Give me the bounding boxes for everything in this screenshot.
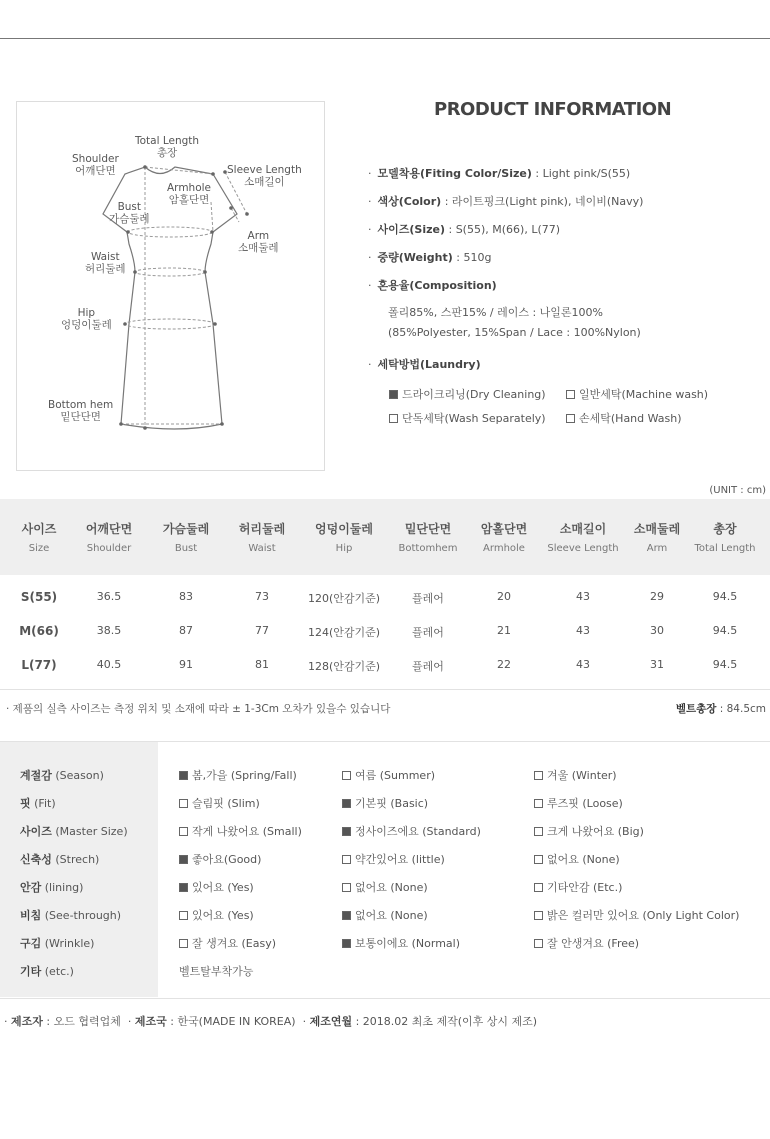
attribute-label-en: (Wrinkle): [44, 937, 95, 950]
attribute-label-ko: 사이즈: [20, 825, 52, 838]
size-cell: 43: [576, 590, 590, 603]
checkbox-icon: [342, 939, 351, 948]
attribute-option: [179, 823, 302, 839]
checkbox-icon: [389, 390, 398, 399]
size-cell: 29: [650, 590, 664, 603]
size-cell: 124(안감기준): [307, 626, 381, 639]
size-note: · 제품의 실측 사이즈는 측정 위치 및 소재에 따라 ± 1-3Cm 오차가 있을수 있습니다: [6, 703, 391, 715]
attribute-option-label: 여름 (Summer): [355, 769, 436, 782]
attribute-option: [179, 935, 276, 951]
checkbox-icon: [179, 855, 188, 864]
label-waist: Waist 허리둘레: [85, 251, 126, 275]
checkbox-icon: [342, 771, 351, 780]
label-arm: Arm 소매둘레: [238, 230, 279, 254]
size-cell: 22: [497, 658, 511, 671]
attribute-etc-text: 벨트탈부착가능: [179, 965, 254, 978]
size-cell: 94.5: [712, 658, 738, 671]
checkbox-icon: [534, 855, 543, 864]
label-bust: Bust 가슴둘레: [109, 201, 150, 225]
size-cell: 91: [179, 658, 193, 671]
manufacture-info: · 제조자 : 오드 협력업체 · 제조국 : 한국(MADE IN KOREA) · 제조연월 : 2018.02 최초 제작(이후 상시 제조): [4, 1015, 538, 1028]
laundry-dry-cleaning: 드라이크리닝(Dry Cleaning): [389, 386, 546, 402]
size-cell: 30: [650, 624, 664, 637]
laundry-wash-separately: 단독세탁(Wash Separately): [389, 410, 546, 426]
checkbox-icon: [342, 911, 351, 920]
size-row-label: S(55): [20, 590, 58, 604]
attribute-option-label: 좋아요(Good): [192, 853, 262, 866]
spec-laundry: · 세탁방법(Laundry): [368, 358, 481, 371]
attribute-label: [20, 823, 128, 839]
spec-weight: · 중량(Weight) : 510g: [368, 251, 492, 264]
laundry-machine-wash: 일반세탁(Machine wash): [566, 386, 708, 402]
attribute-label-ko: 신축성: [20, 853, 52, 866]
attribute-label-en: (Season): [55, 769, 104, 782]
spec-composition: · 혼용율(Composition): [368, 279, 497, 292]
size-header-ko: 가슴둘레: [162, 522, 210, 536]
size-header-en: Shoulder: [86, 543, 132, 554]
size-header-cell: [299, 520, 389, 554]
attribute-option: [342, 851, 445, 867]
checkbox-icon: [534, 939, 543, 948]
checkbox-icon: [342, 827, 351, 836]
spec-color: · 색상(Color) : 라이트핑크(Light pink), 네이비(Navy): [368, 195, 644, 208]
label-hip: Hip 엉덩이둘레: [61, 307, 112, 331]
size-header-cell: [680, 520, 770, 554]
size-cell: 31: [650, 658, 664, 671]
size-cell: 73: [255, 590, 269, 603]
attribute-label: [20, 851, 99, 867]
attribute-option-label: 약간있어요 (little): [355, 853, 445, 866]
size-header-en: Bottomhem: [398, 543, 458, 554]
label-total-length: Total Length 총장: [135, 135, 200, 159]
attribute-option: [179, 767, 297, 783]
label-armhole: Armhole 암홀단면: [167, 182, 211, 206]
unit-label: (UNIT : cm): [709, 485, 766, 496]
attribute-option-label: 없어요 (None): [355, 909, 428, 922]
size-cell: 94.5: [712, 590, 738, 603]
attribute-option-label: 없어요 (None): [355, 881, 428, 894]
checkbox-icon: [342, 799, 351, 808]
checkbox-icon: [179, 883, 188, 892]
attribute-option: [342, 907, 428, 923]
attribute-label-ko: 계절감: [20, 769, 52, 782]
size-header-ko: 소매길이: [559, 522, 607, 536]
size-row-label: M(66): [19, 624, 59, 638]
attribute-option: [179, 907, 254, 923]
size-header-en: Waist: [248, 543, 276, 554]
attribute-option-label: 슬림핏 (Slim): [192, 797, 260, 810]
attribute-option-label: 루즈핏 (Loose): [547, 797, 623, 810]
size-header-ko: 허리둘레: [238, 522, 286, 536]
size-row-label: L(77): [21, 658, 57, 672]
attribute-option: [534, 851, 620, 867]
size-header-ko: 총장: [713, 522, 737, 536]
size-header-ko: 소매둘레: [633, 522, 681, 536]
attribute-option-label: 잘 생겨요 (Easy): [192, 937, 277, 950]
size-cell: 43: [576, 658, 590, 671]
composition-en: (85%Polyester, 15%Span / Lace : 100%Nylon): [388, 326, 641, 339]
size-header-ko: 엉덩이둘레: [315, 522, 373, 536]
attribute-label-en: (Fit): [34, 797, 56, 810]
attribute-option: [179, 851, 261, 867]
spec-size: · 사이즈(Size) : S(55), M(66), L(77): [368, 223, 561, 236]
size-header-en: Sleeve Length: [547, 543, 619, 554]
attribute-option-label: 크게 나왔어요 (Big): [547, 825, 644, 838]
size-header-cell: [217, 520, 307, 554]
checkbox-icon: [566, 390, 575, 399]
size-header-cell: [459, 520, 549, 554]
size-header-ko: 암홀단면: [480, 522, 528, 536]
attribute-option-label: 있어요 (Yes): [192, 909, 254, 922]
attribute-label: [20, 879, 83, 895]
checkbox-icon: [179, 771, 188, 780]
attribute-label-ko: 비침: [20, 909, 42, 922]
attribute-option: [534, 795, 623, 811]
size-header-en: Armhole: [483, 543, 525, 554]
size-cell: 43: [576, 624, 590, 637]
size-cell: 120(안감기준): [307, 592, 381, 605]
checkbox-icon: [179, 939, 188, 948]
divider: [0, 689, 770, 690]
spec-fit-color: · 모델착용(Fiting Color/Size) : Light pink/S(55): [368, 167, 631, 180]
attribute-label-en: (Master Size): [55, 825, 128, 838]
attribute-label: [20, 963, 74, 979]
checkbox-icon: [389, 414, 398, 423]
attribute-option-label: 기본핏 (Basic): [355, 797, 429, 810]
size-cell: 36.5: [96, 590, 122, 603]
attribute-option-label: 봄,가을 (Spring/Fall): [192, 769, 297, 782]
size-cell: 40.5: [96, 658, 122, 671]
size-header-en: Hip: [335, 543, 353, 554]
attribute-option-label: 있어요 (Yes): [192, 881, 254, 894]
size-cell: 77: [255, 624, 269, 637]
size-header-en: Arm: [646, 543, 668, 554]
attribute-option-label: 밝은 컬러만 있어요 (Only Light Color): [547, 909, 740, 922]
checkbox-icon: [342, 883, 351, 892]
attribute-option: [534, 935, 639, 951]
attribute-label: [20, 935, 94, 951]
divider: [0, 998, 770, 999]
attribute-label-en: (lining): [44, 881, 84, 894]
size-header-en: Bust: [174, 543, 198, 554]
size-header-en: Size: [28, 543, 50, 554]
size-cell: 81: [255, 658, 269, 671]
attribute-option: [179, 879, 254, 895]
label-shoulder: Shoulder 어깨단면: [72, 153, 119, 177]
size-cell: 20: [497, 590, 511, 603]
checkbox-icon: [534, 827, 543, 836]
attribute-option-label: 기타안감 (Etc.): [547, 881, 623, 894]
attribute-option: [534, 823, 644, 839]
attribute-label-ko: 기타: [20, 965, 42, 978]
attribute-label-ko: 구김: [20, 937, 42, 950]
attribute-option: [534, 767, 617, 783]
checkbox-icon: [179, 911, 188, 920]
label-sleeve-length: Sleeve Length 소매길이: [227, 164, 302, 188]
attribute-option-label: 보통이에요 (Normal): [355, 937, 461, 950]
belt-length: 벨트총장 : 84.5cm: [675, 703, 766, 715]
checkbox-icon: [179, 799, 188, 808]
size-header-ko: 어깨단면: [85, 522, 133, 536]
attribute-label-en: (etc.): [44, 965, 74, 978]
product-info-title: PRODUCT INFORMATION: [434, 99, 672, 120]
size-cell: 플레어: [412, 592, 444, 605]
attribute-option: [342, 879, 428, 895]
size-cell: 83: [179, 590, 193, 603]
checkbox-icon: [534, 911, 543, 920]
attribute-option: [342, 767, 435, 783]
checkbox-icon: [534, 799, 543, 808]
attribute-option: [534, 879, 622, 895]
attribute-option: [179, 795, 260, 811]
dress-diagram: [16, 101, 325, 471]
checkbox-icon: [534, 771, 543, 780]
checkbox-icon: [342, 855, 351, 864]
label-bottom-hem: Bottom hem 밑단단면: [48, 399, 114, 423]
checkbox-icon: [566, 414, 575, 423]
size-cell: 128(안감기준): [307, 660, 381, 673]
size-header-ko: 밑단단면: [404, 522, 452, 536]
size-cell: 38.5: [96, 624, 122, 637]
checkbox-icon: [179, 827, 188, 836]
size-header-en: Total Length: [694, 543, 756, 554]
attribute-option-label: 없어요 (None): [547, 853, 620, 866]
attribute-option-label: 작게 나왔어요 (Small): [192, 825, 302, 838]
size-cell: 87: [179, 624, 193, 637]
size-cell: 플레어: [412, 660, 444, 673]
attribute-label-en: (Strech): [55, 853, 100, 866]
top-divider: [0, 38, 770, 39]
attribute-option-label: 겨울 (Winter): [547, 769, 617, 782]
size-cell: 94.5: [712, 624, 738, 637]
attribute-option: [342, 935, 460, 951]
attribute-label: [20, 795, 56, 811]
attribute-label-ko: 핏: [20, 797, 31, 810]
attribute-option: [342, 795, 428, 811]
composition-ko: 폴리85%, 스판15% / 레이스 : 나일론100%: [388, 306, 603, 319]
attribute-label: [20, 907, 121, 923]
attribute-option-label: 정사이즈에요 (Standard): [355, 825, 481, 838]
checkbox-icon: [534, 883, 543, 892]
attribute-option: [342, 823, 481, 839]
size-cell: 플레어: [412, 626, 444, 639]
attribute-label-ko: 안감: [20, 881, 42, 894]
attribute-option: [534, 907, 739, 923]
attribute-option-label: 잘 안생겨요 (Free): [547, 937, 640, 950]
size-cell: 21: [497, 624, 511, 637]
size-header-ko: 사이즈: [21, 522, 57, 536]
laundry-hand-wash: 손세탁(Hand Wash): [566, 410, 682, 426]
attribute-label: [20, 767, 104, 783]
attribute-label-en: (See-through): [44, 909, 122, 922]
